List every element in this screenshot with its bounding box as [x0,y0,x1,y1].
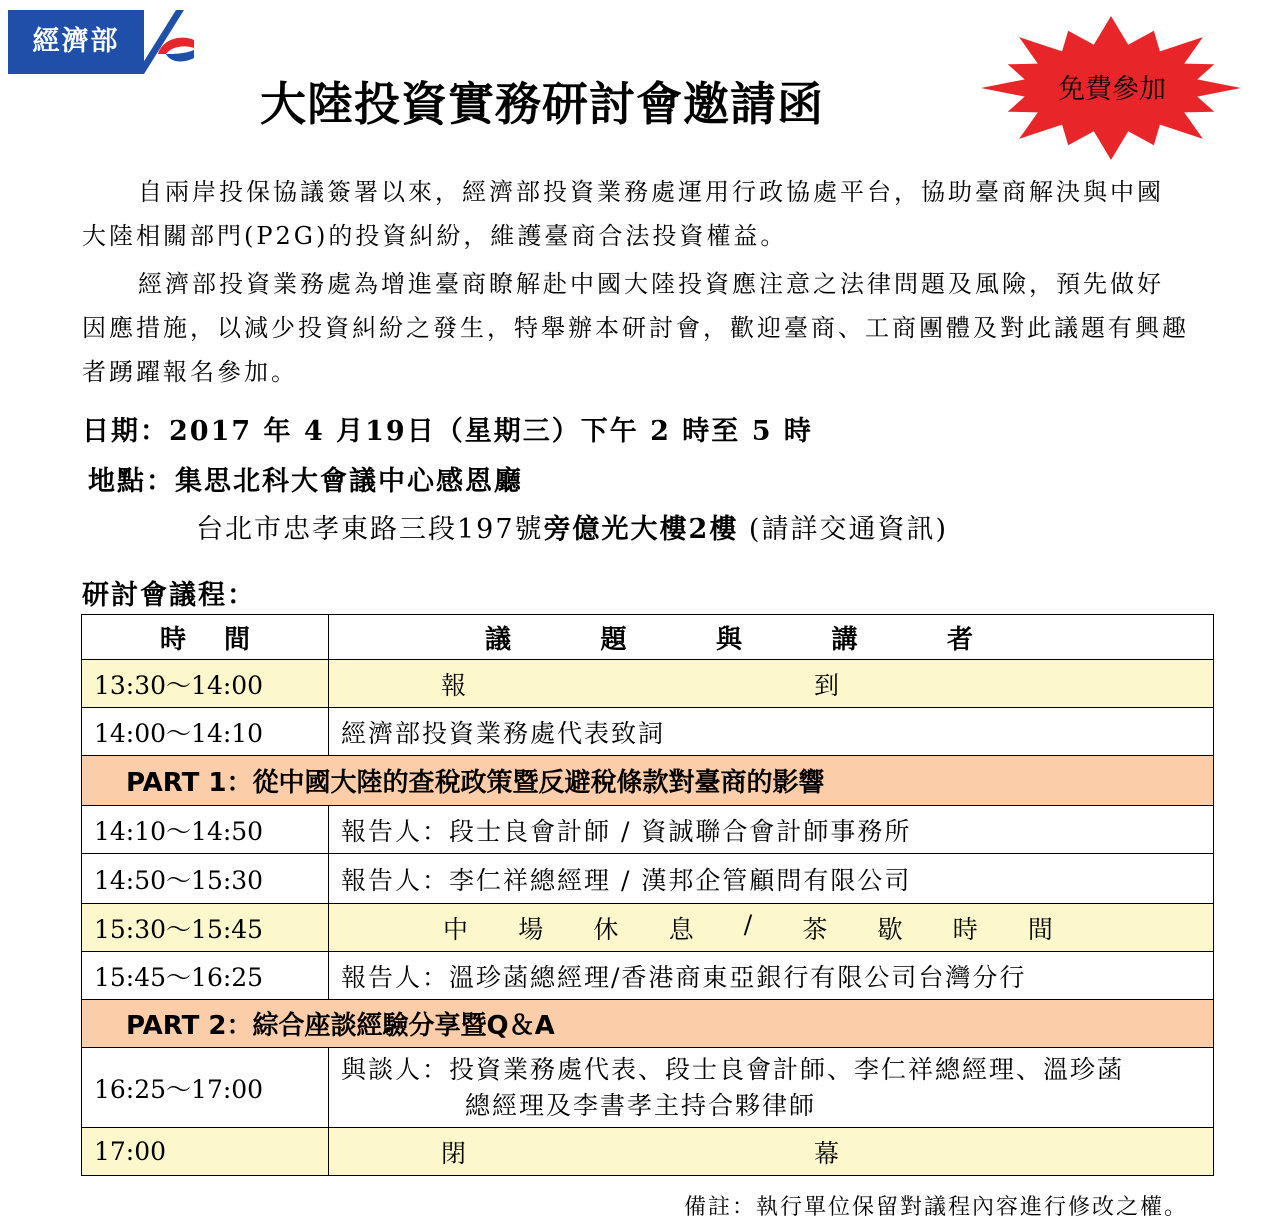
table-row [82,660,1214,708]
agenda-table [81,614,1214,1176]
table-row [82,806,1214,854]
row-time: 13:30～14:00 [82,660,329,708]
free-badge-text: 免費參加 [1058,74,1166,105]
row-topic: 經濟部投資業務處代表致詞 [329,708,1214,756]
date-value: 2017 年 4 月19日（星期三）下午 2 時至 5 時 [169,416,813,447]
agenda-heading: 研討會議程： [82,580,256,611]
part-1-heading: PART 1：從中國大陸的查稅政策暨反避稅條款對臺商的影響 [82,756,1214,806]
row-time: 15:30～15:45 [82,904,329,952]
intro-paragraph-2: 經濟部投資業務處為增進臺商瞭解赴中國大陸投資應注意之法律問題及風險，預先做好因應措施，以減少投資糾紛之發生，特舉辦本研討會，歡迎臺商、工商團體及對此議題有興趣者踴躍報名參加。 [82,270,1189,386]
part-row [82,1000,1214,1048]
ministry-logo [8,10,196,74]
row-time: 17:00 [82,1128,329,1176]
event-place [88,460,523,504]
table-row [82,854,1214,904]
place-value: 集思北科大會議中心感恩廳 [175,466,523,497]
part-2-heading: PART 2：綜合座談經驗分享暨Q＆A [82,1000,1214,1048]
address-plain: 台北市忠孝東路三段197號 [196,514,544,545]
logo-text: 經濟部 [32,26,120,57]
header-time: 時 間 [82,615,329,660]
table-row [82,1128,1214,1176]
address-note: (請詳交通資訊) [738,514,948,545]
intro-paragraph-1: 自兩岸投保協議簽署以來，經濟部投資業務處運用行政協處平台，協助臺商解決與中國大陸相關部門(P2G)的投資糾紛，維護臺商合法投資權益。 [82,178,1164,250]
footnote: 備註：執行單位保留對議程內容進行修改之權。 [683,1195,1188,1220]
header-topic: 議 題 與 講 者 [329,615,1214,660]
table-row [82,708,1214,756]
row-time: 14:00～14:10 [82,708,329,756]
table-row [82,952,1214,1000]
page-title: 大陸投資實務研討會邀請函 [260,77,824,131]
logo-emblem-icon [136,10,198,74]
part-row [82,756,1214,806]
row-time: 16:25～17:00 [82,1048,329,1128]
event-address [196,508,948,552]
row-topic: 閉 幕 [329,1128,1214,1176]
row-topic: 報告人：段士良會計師 / 資誠聯合會計師事務所 [329,806,1214,854]
row-topic: 報 到 [329,660,1214,708]
row-topic: 報告人：李仁祥總經理 / 漢邦企管顧問有限公司 [329,854,1214,904]
row-topic: 與談人：投資業務處代表、段士良會計師、李仁祥總經理、溫珍菡 總經理及李書孝主持合夥律師 [329,1048,1214,1128]
table-row [82,904,1214,952]
date-label: 日期： [82,416,169,447]
table-row [82,1048,1214,1128]
row-topic: 中 場 休 息 / 茶 歇 時 間 [329,904,1214,952]
row-time: 14:50～15:30 [82,854,329,904]
row-topic: 報告人：溫珍菡總經理/香港商東亞銀行有限公司台灣分行 [329,952,1214,1000]
event-date [82,410,813,454]
row-time: 14:10～14:50 [82,806,329,854]
address-bold: 旁億光大樓2樓 [543,514,739,545]
agenda-header-row [82,615,1214,660]
row-time: 15:45～16:25 [82,952,329,1000]
place-label: 地點： [88,466,175,497]
